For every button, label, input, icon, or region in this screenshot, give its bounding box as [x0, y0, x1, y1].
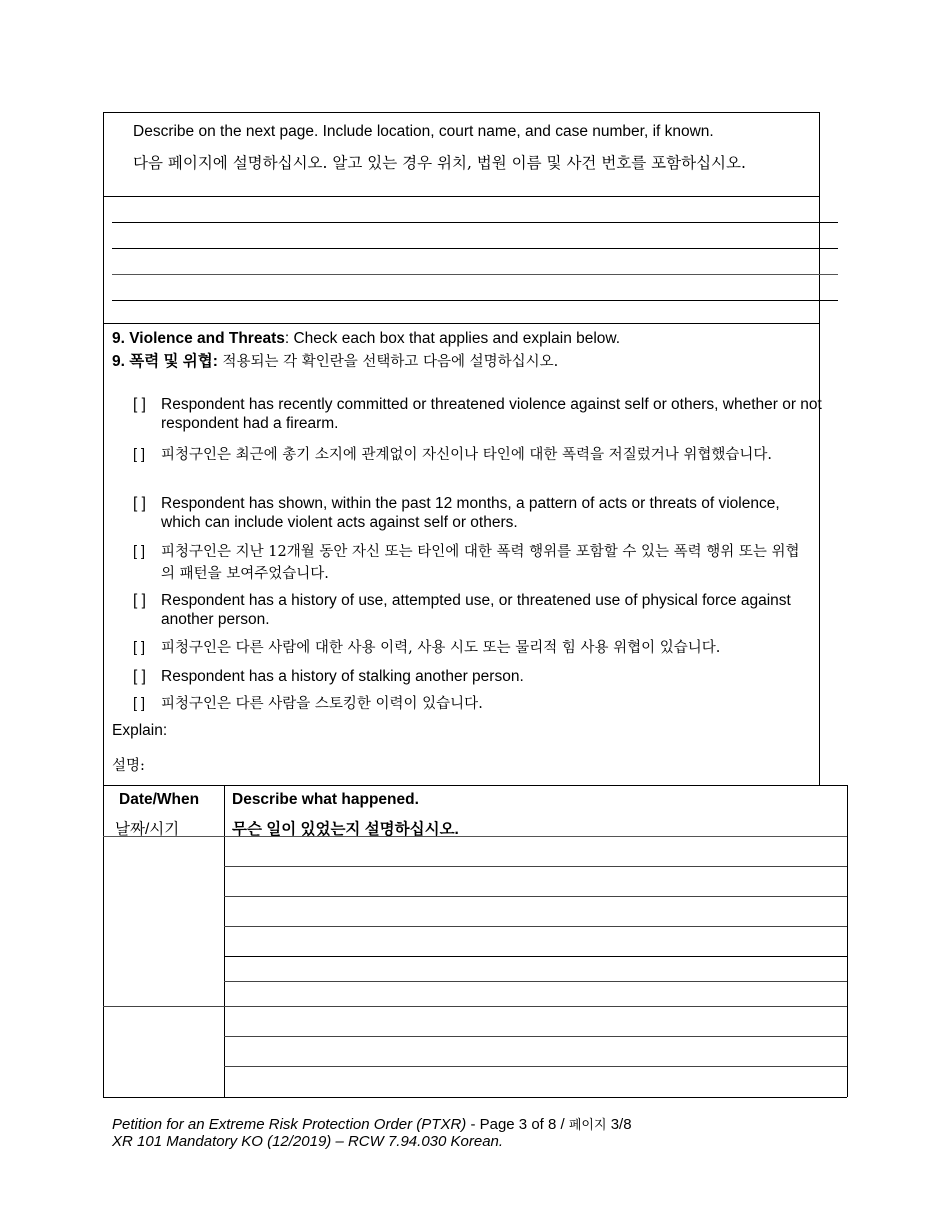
header-bottom [103, 836, 847, 837]
row-line [224, 896, 847, 897]
box-border [103, 112, 819, 113]
col-date-en: Date/When [119, 791, 200, 808]
row-line [224, 1066, 847, 1067]
footer-line-1 [112, 1114, 632, 1133]
checkbox[interactable]: [ ] [133, 495, 146, 512]
footer-line-2: XR 101 Mandatory KO (12/2019) – RCW 7.94.030 Korean. [112, 1133, 504, 1150]
table-border [103, 785, 847, 786]
explain-label-en: Explain: [112, 722, 168, 739]
row-group-line [103, 1006, 847, 1007]
section-9-title-ko [112, 349, 558, 371]
explain-label-ko: 설명: [112, 758, 145, 774]
page-number-ko: 3/8 [606, 1116, 632, 1133]
section-instructions: 적용되는 각 확인란을 선택하고 다음에 설명하십시오. [217, 354, 559, 370]
checkbox[interactable]: [ ] [133, 396, 146, 413]
col-describe-en: Describe what happened. [232, 791, 419, 808]
section-title: 9. Violence and Threats [112, 330, 285, 347]
page-number: - Page 3 of 8 / [466, 1116, 569, 1133]
checkbox[interactable]: [ ] [133, 668, 146, 685]
checkbox[interactable]: [ ] [133, 592, 146, 609]
item-label: 피청구인은 다른 사람을 스토킹한 이력이 있습니다. [161, 696, 483, 712]
row-line [224, 926, 847, 927]
form-title: Petition for an Extreme Risk Protection Order (PTXR) [112, 1116, 467, 1133]
section-title: 9. 폭력 및 위협: [112, 353, 218, 370]
row-line [224, 866, 847, 867]
row-line [224, 1036, 847, 1037]
box-border [103, 112, 104, 1097]
table-border [847, 785, 848, 1097]
col-describe-ko: 무슨 일이 있었는지 설명하십시오. [232, 821, 459, 838]
row-line [224, 981, 847, 982]
box-border [819, 112, 820, 785]
item-label: Respondent has shown, within the past 12 months, a pattern of acts or threats of violence, which can include violent acts against self or others. [161, 495, 780, 531]
checkbox[interactable]: [ ] [133, 640, 146, 656]
write-line[interactable] [112, 222, 838, 223]
checkbox[interactable]: [ ] [133, 447, 146, 463]
row-line [224, 956, 847, 957]
section-9-title-en [112, 330, 620, 348]
intro-en: Describe on the next page. Include location, court name, and case number, if known. [133, 123, 714, 140]
write-line[interactable] [112, 248, 838, 249]
item-label: Respondent has a history of use, attempted use, or threatened use of physical force against another person. [161, 592, 791, 628]
write-line[interactable] [112, 274, 838, 275]
item-label: 피청구인은 최근에 총기 소지에 관계없이 자신이나 타인에 대한 폭력을 저질렀거나 위협했습니다. [161, 447, 772, 463]
intro-ko: 다음 페이지에 설명하십시오. 알고 있는 경우 위치, 법원 이름 및 사건 번호를 포함하십시오. [133, 154, 746, 172]
table-bottom [103, 1097, 847, 1098]
item-label: Respondent has recently committed or threatened violence against self or others, whether or not respondent had a firearm. [161, 396, 822, 432]
page-label-ko: 페이지 [568, 1118, 607, 1133]
write-line[interactable] [112, 300, 838, 301]
divider [103, 196, 819, 197]
item-label: 피청구인은 다른 사람에 대한 사용 이력, 사용 시도 또는 물리적 힘 사용 위협이 있습니다. [161, 640, 721, 656]
col-date-ko: 날짜/시기 [115, 821, 180, 838]
item-label: 피청구인은 지난 12개월 동안 자신 또는 타인에 대한 폭력 행위를 포함할 수 있는 폭력 행위 또는 위협의 패턴을 보여주었습니다. [161, 544, 800, 582]
checkbox[interactable]: [ ] [133, 544, 146, 560]
column-divider [224, 785, 225, 1097]
checkbox[interactable]: [ ] [133, 696, 146, 712]
item-label: Respondent has a history of stalking another person. [161, 668, 524, 685]
divider [103, 323, 819, 324]
section-instructions: : Check each box that applies and explain below. [284, 330, 621, 347]
